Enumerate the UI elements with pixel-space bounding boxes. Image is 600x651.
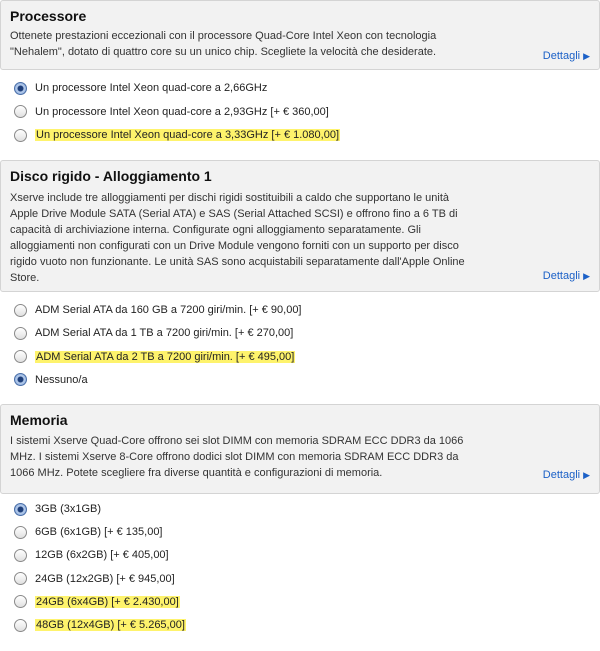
disk-option[interactable] — [14, 324, 293, 342]
option-label: ADM Serial ATA da 160 GB a 7200 giri/min. [+ € 90,00] — [35, 304, 302, 316]
option-label: ADM Serial ATA da 2 TB a 7200 giri/min. [+ € 495,00] — [36, 350, 295, 363]
option-label: Un processore Intel Xeon quad-core a 2,93GHz [+ € 360,00] — [35, 105, 329, 118]
radio-unchecked-icon[interactable] — [14, 549, 27, 562]
memory-description: I sistemi Xserve Quad-Core offrono sei slot DIMM con memoria SDRAM ECC DDR3 da 1066 MHz. I sistemi Xserve 8-Core offrono dodici slot DIMM con memoria SDRAM ECC DDR3 da 1066 MHz. Potete scegliere fra diverse quantità e configurazioni di memoria. — [10, 435, 464, 479]
radio-unchecked-icon[interactable] — [14, 572, 27, 585]
processor-option[interactable] — [14, 79, 267, 97]
radio-unchecked-icon[interactable] — [14, 129, 27, 142]
disk-title: Disco rigido - Alloggiamento 1 — [10, 168, 212, 184]
processor-option[interactable] — [14, 126, 340, 144]
option-label: 48GB (12x4GB) [+ € 5.265,00] — [36, 619, 185, 631]
option-label: 6GB (6x1GB) [+ € 135,00] — [35, 526, 163, 539]
memory-option[interactable] — [14, 523, 163, 541]
processor-details-link[interactable] — [543, 50, 590, 62]
option-label: Un processore Intel Xeon quad-core a 3,33GHz [+ € 1.080,00] — [36, 129, 339, 141]
memory-option[interactable] — [14, 570, 175, 588]
option-label: 3GB (3x1GB) — [35, 503, 102, 515]
memory-option[interactable] — [14, 616, 186, 634]
option-label: 12GB (6x2GB) [+ € 405,00] — [35, 549, 169, 562]
disk-option[interactable] — [14, 301, 302, 319]
option-label: 24GB (6x4GB) [+ € 2.430,00] — [36, 595, 179, 608]
radio-unchecked-icon[interactable] — [14, 619, 27, 632]
memory-details-link[interactable] — [543, 469, 590, 481]
radio-unchecked-icon[interactable] — [14, 304, 27, 317]
chevron-right-icon: ▶ — [583, 271, 590, 281]
disk-option[interactable] — [14, 371, 88, 389]
option-label: Nessuno/a — [35, 373, 88, 386]
radio-unchecked-icon[interactable] — [14, 105, 27, 118]
chevron-right-icon: ▶ — [583, 51, 590, 61]
option-label: Un processore Intel Xeon quad-core a 2,66GHz — [35, 82, 268, 94]
option-label: ADM Serial ATA da 1 TB a 7200 giri/min. [+ € 270,00] — [35, 327, 294, 340]
details-label: Dettagli — [542, 270, 581, 282]
radio-checked-icon[interactable] — [14, 373, 27, 386]
memory-title: Memoria — [10, 412, 68, 428]
disk-option[interactable] — [14, 348, 295, 366]
option-label: 24GB (12x2GB) [+ € 945,00] — [35, 572, 175, 585]
memory-option[interactable] — [14, 500, 101, 518]
details-label: Dettagli — [542, 50, 581, 62]
radio-unchecked-icon[interactable] — [14, 327, 27, 340]
radio-checked-icon[interactable] — [14, 503, 27, 516]
radio-unchecked-icon[interactable] — [14, 526, 27, 539]
memory-option[interactable] — [14, 546, 169, 564]
processor-option[interactable] — [14, 103, 329, 121]
processor-description: Ottenete prestazioni eccezionali con il processore Quad-Core Intel Xeon con tecnologia "Nehalem", dotato di quattro core su un unico chip. Scegliete la velocità che desiderate. — [10, 30, 437, 58]
radio-unchecked-icon[interactable] — [14, 350, 27, 363]
memory-option[interactable] — [14, 593, 180, 611]
radio-checked-icon[interactable] — [14, 82, 27, 95]
disk-details-link[interactable] — [543, 270, 590, 282]
chevron-right-icon: ▶ — [583, 470, 590, 480]
processor-title: Processore — [10, 8, 87, 24]
radio-unchecked-icon[interactable] — [14, 595, 27, 608]
disk-description: Xserve include tre alloggiamenti per dischi rigidi sostituibili a caldo che supportano le unità Apple Drive Module SATA (Serial ATA) e SAS (Serial Attached SCSI) e offrono fino a 6 TB di capacità di archiviazione interna. Configurate ogni alloggiamento separatamente. Gli alloggiamenti non configurati con un Drive Module vengono forniti con un supporto per disco rigido vuoto non funzionante. Le unità SAS sono acquistabili separatamente dall'Apple Online Store. — [10, 192, 465, 284]
details-label: Dettagli — [542, 469, 581, 481]
